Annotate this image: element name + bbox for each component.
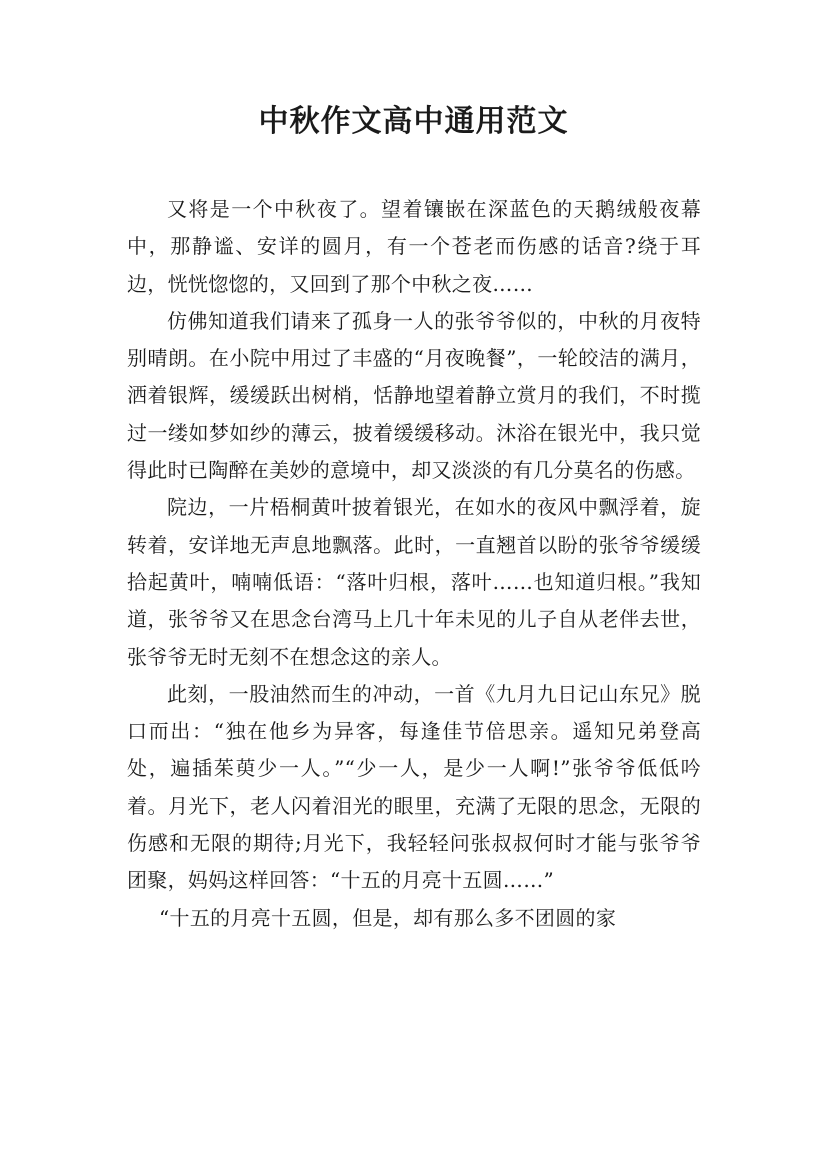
- document-body: [127, 191, 701, 937]
- paragraph-1: 又将是一个中秋夜了。望着镶嵌在深蓝色的天鹅绒般夜幕中，那静谧、安详的圆月，有一个苍老而伤感的话音?绕于耳边，恍恍惚惚的，又回到了那个中秋之夜……: [127, 197, 701, 296]
- paragraph-4: 此刻，一股油然而生的冲动，一首《九月九日记山东兄》脱口而出：“独在他乡为异客，每逢佳节倍思亲。遥知兄弟登高处，遍插茱萸少一人。”“少一人，是少一人啊!”张爷爷低低吟着。月光下，老人闪着泪光的眼里，充满了无限的思念，无限的伤感和无限的期待;月光下，我轻轻问张叔叔何时才能与张爷爷团聚，妈妈这样回答：“十五的月亮十五圆……”: [127, 681, 701, 893]
- paragraph-2: 仿佛知道我们请来了孤身一人的张爷爷似的，中秋的月夜特别晴朗。在小院中用过了丰盛的“月夜晚餐”，一轮皎洁的满月，洒着银辉，缓缓跃出树梢，恬静地望着静立赏月的我们，不时揽过一缕如梦如纱的薄云，披着缓缓移动。沐浴在银光中，我只觉得此时已陶醉在美妙的意境中，却又淡淡的有几分莫名的伤感。: [127, 308, 701, 483]
- document-title: 中秋作文高中通用范文: [258, 104, 569, 139]
- paragraph-3: 院边，一片梧桐黄叶披着银光，在如水的夜风中飘浮着，旋转着，安详地无声息地飘落。此时，一直翘首以盼的张爷爷缓缓拾起黄叶，喃喃低语：“落叶归根，落叶……也知道归根。”我知道，张爷爷又在思念台湾马上几十年未见的儿子自从老伴去世，张爷爷无时无刻不在想念这的亲人。: [127, 495, 701, 669]
- paragraph-5: “十五的月亮十五圆，但是，却有那么多不团圆的家: [159, 905, 617, 930]
